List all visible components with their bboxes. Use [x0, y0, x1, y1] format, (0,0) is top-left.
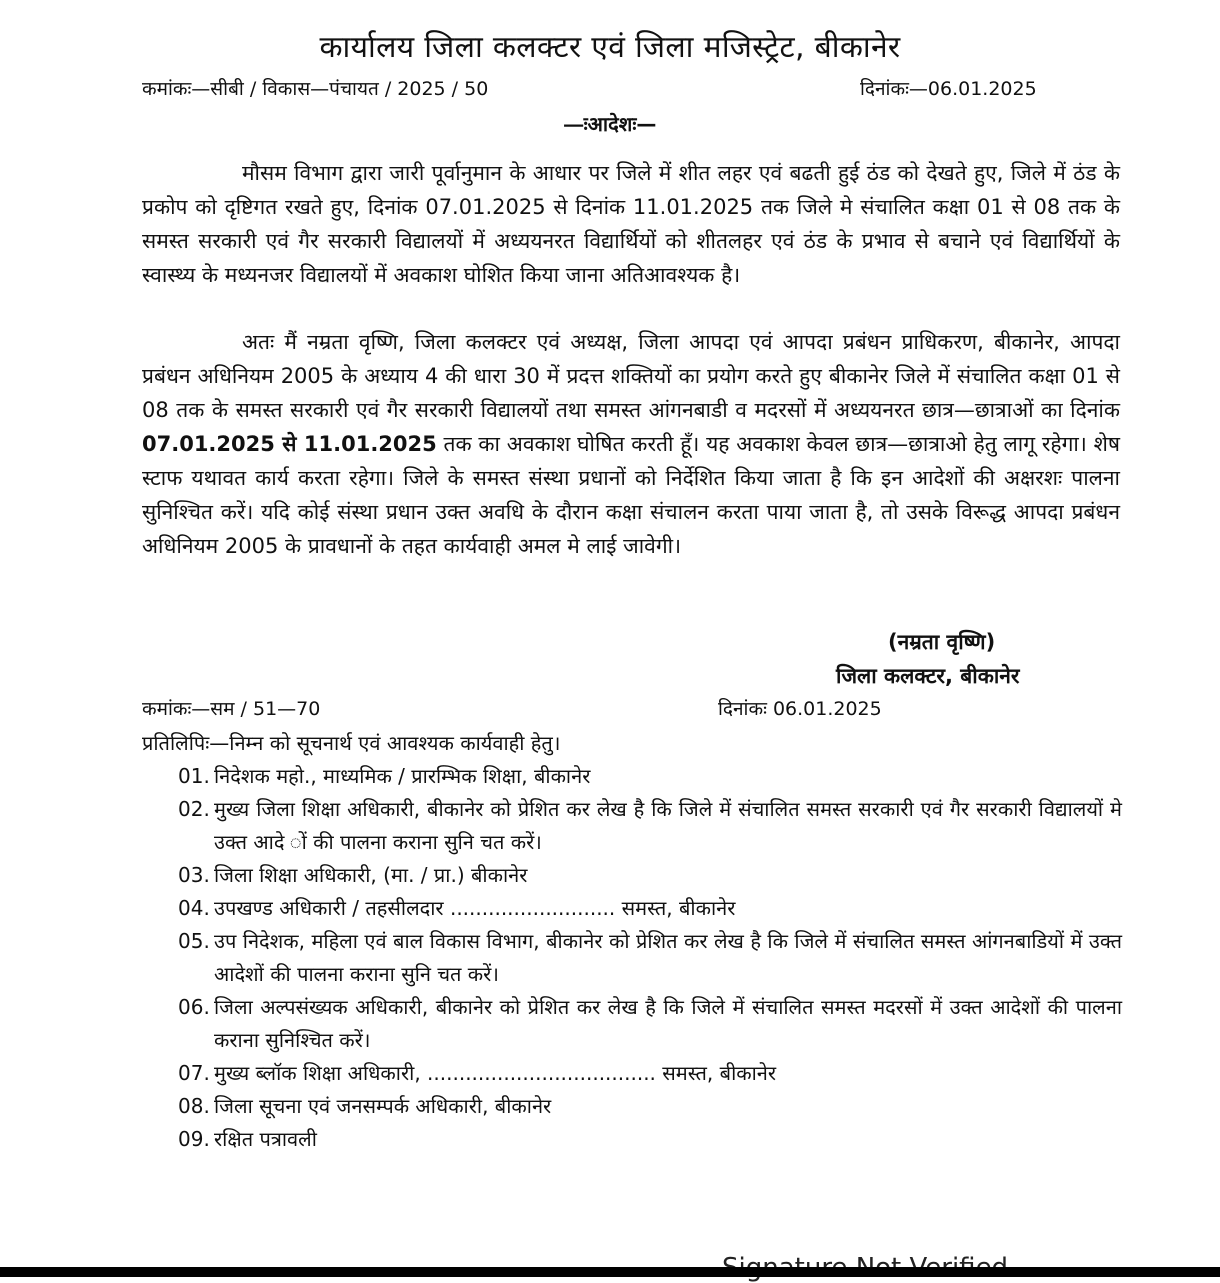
paragraph-2-start: अतः मैं नम्रता वृष्णि, जिला कलक्टर एवं अध्यक्ष, जिला आपदा एवं आपदा प्रबंधन प्राधिकरण, बीकानेर, आपदा प्रबंधन अधिनियम 2005 के अध्याय 4 की धारा 30 में प्रदत्त शक्तियों का प्रयोग करते हुए बीकानेर जिले में संचालित कक्षा 01 से 08 तक के समस्त सरकारी एवं गैर सरकारी विद्यालयों तथा समस्त आंगनबाडी व मदरसों में अध्ययनरत छात्र—छात्राओं का दिनांक: [142, 330, 1120, 422]
list-item: 04. उपखण्ड अधिकारी / तहसीलदार .......................... समस्त, बीकानेर: [178, 896, 736, 920]
copy-date: दिनांकः 06.01.2025: [718, 698, 882, 720]
order-date: दिनांकः—06.01.2025: [860, 78, 1037, 100]
list-item: 02. मुख्य जिला शिक्षा अधिकारी, बीकानेर को प्रेशित कर लेख है कि जिले में संचालित समस्त सरकारी एवं गैर सरकारी विद्यालयों मे उक्त आदे ों की पालना कराना सुनि चत करें।: [178, 797, 1122, 854]
list-item: 01. निदेशक महो., माध्यमिक / प्रारम्भिक शिक्षा, बीकानेर: [178, 764, 591, 788]
list-item: 09. रक्षित पत्रावली: [178, 1127, 317, 1151]
order-paragraph-2: [142, 325, 1120, 563]
copy-intro: प्रतिलिपिः—निम्न को सूचनार्थ एवं आवश्यक कार्यवाही हेतु।: [142, 731, 561, 755]
list-item: 06. जिला अल्पसंख्यक अधिकारी, बीकानेर को प्रेशित कर लेख है कि जिले में संचालित समस्त मदरसों में उक्त आदेशों की पालना कराना सुनिश्चित करें।: [178, 995, 1122, 1052]
office-title: कार्यालय जिला कलक्टर एवं जिला मजिस्ट्रेट, बीकानेर: [319, 30, 901, 65]
list-item: 03. जिला शिक्षा अधिकारी, (मा. / प्रा.) बीकानेर: [178, 863, 528, 887]
order-paragraph-1: मौसम विभाग द्वारा जारी पूर्वानुमान के आधार पर जिले में शीत लहर एवं बढती हुई ठंड को देखते हुए, जिले में ठंड के प्रकोप को दृष्टिगत रखते हुए, दिनांक 07.01.2025 से दिनांक 11.01.2025 तक जिले मे संचालित कक्षा 01 से 08 तक के समस्त सरकारी एवं गैर सरकारी विद्यालयों में अध्ययनरत विद्यार्थियों को शीतलहर एवं ठंड के प्रभाव से बचाने एवं विद्यार्थियों के स्वास्थ्य के मध्यनजर विद्यालयों में अवकाश घोशित किया जाना अतिआवश्यक है।: [142, 161, 1120, 287]
holiday-period: 07.01.2025 से 11.01.2025: [142, 432, 437, 456]
order-ref-number: कमांकः—सीबी / विकास—पंचायत / 2025 / 50: [142, 78, 489, 100]
paragraph-2-end: तक का अवकाश घोषित करती हूँ। यह अवकाश केवल छात्र—छात्राओ हेतु लागू रहेगा। शेष स्टाफ यथावत कार्य करता रहेगा। जिले के समस्त संस्था प्रधानों को निर्देशित किया जाता है कि इन आदेशों की अक्षरशः पालना सुनिश्चित करें। यदि कोई संस्था प्रधान उक्त अवधि के दौरान कक्षा संचालन करता पाया जाता है, तो उसके विरूद्ध आपदा प्रबंधन अधिनियम 2005 के प्रावधानों के तहत कार्यवाही अमल मे लाई जावेगी।: [142, 432, 1120, 558]
order-heading: —ःआदेशः—: [563, 112, 657, 136]
signatory-name: (नम्रता वृष्णि): [888, 630, 996, 654]
copy-distribution-list: [142, 727, 1122, 1156]
list-item: 08. जिला सूचना एवं जनसम्पर्क अधिकारी, बीकानेर: [178, 1094, 552, 1118]
copy-ref-number: कमांकः—सम / 51—70: [142, 698, 321, 720]
list-item: 05. उप निदेशक, महिला एवं बाल विकास विभाग, बीकानेर को प्रेशित कर लेख है कि जिले में संचालित समस्त आंगनबाडियों में उक्त आदेशों की पालना कराना सुनि चत करें।: [178, 929, 1122, 986]
signatory-designation: जिला कलक्टर, बीकानेर: [836, 664, 1020, 688]
list-item: 07. मुख्य ब्लॉक शिक्षा अधिकारी, .................................... समस्त, बीकानेर: [178, 1061, 777, 1085]
bottom-bar: [0, 1267, 1220, 1277]
